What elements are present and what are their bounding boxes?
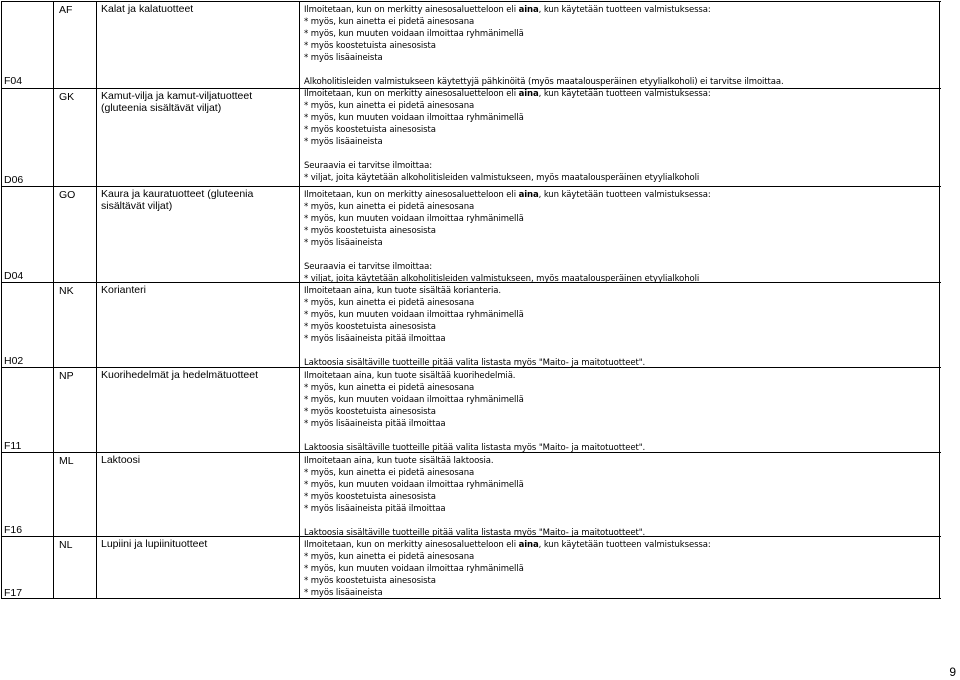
requirement-line: * myös koostetuista ainesosista — [304, 41, 436, 51]
requirement-line: * myös, kun muuten voidaan ilmoittaa ryhmänimellä — [304, 564, 524, 574]
requirement-line: * myös koostetuista ainesosista — [304, 226, 436, 236]
row-group-code: NK — [59, 285, 74, 297]
requirement-line: * myös, kun muuten voidaan ilmoittaa ryhmänimellä — [304, 29, 524, 39]
requirement-line: * myös lisäaineista pitää ilmoittaa — [304, 419, 446, 429]
emphasis-text: aina — [518, 5, 539, 15]
requirement-line: * myös lisäaineista pitää ilmoittaa — [304, 504, 446, 514]
spacer — [304, 430, 938, 442]
row-requirements — [304, 76, 938, 184]
spacer — [304, 148, 938, 160]
requirement-line: * myös lisäaineista — [304, 53, 383, 63]
requirement-line: * myös, kun ainetta ei pidetä ainesosana — [304, 101, 475, 111]
requirement-line: * myös lisäaineista — [304, 588, 383, 598]
row-product-name: Korianteri — [101, 284, 146, 296]
requirement-line: Ilmoitetaan, kun on merkitty ainesosaluetteloon eli aina, kun käytetään tuotteen valmistuksessa: — [304, 89, 711, 99]
requirement-line: Laktoosia sisältäville tuotteille pitää valita listasta myös "Maito- ja maitotuotteet". — [304, 443, 646, 453]
row-requirements — [304, 285, 938, 369]
requirement-line: * myös, kun muuten voidaan ilmoittaa ryhmänimellä — [304, 310, 524, 320]
row-product-name: Kalat ja kalatuotteet — [101, 3, 194, 15]
requirement-line: * myös lisäaineista — [304, 238, 383, 248]
requirement-line: Ilmoitetaan aina, kun tuote sisältää kuorihedelmiä. — [304, 371, 516, 381]
row-requirements — [304, 370, 938, 454]
row-code: F11 — [4, 440, 22, 452]
emphasis-text: aina — [518, 190, 539, 200]
requirement-line: * myös koostetuista ainesosista — [304, 125, 436, 135]
requirement-line: Ilmoitetaan aina, kun tuote sisältää laktoosia. — [304, 456, 494, 466]
table-row — [1, 452, 941, 538]
allergen-table — [1, 1, 941, 599]
emphasis-text: aina — [518, 540, 539, 550]
spacer — [304, 249, 938, 261]
table-row — [1, 282, 941, 369]
requirement-line: Alkoholitisleiden valmistukseen käytettyjä pähkinöitä (myös maatalousperäinen etyylialkoholi) ei tarvitse ilmoittaa. — [304, 77, 784, 87]
spacer — [304, 345, 938, 357]
row-code: F16 — [4, 524, 23, 536]
requirement-line: * myös, kun ainetta ei pidetä ainesosana — [304, 202, 475, 212]
emphasis-text: aina — [518, 89, 539, 99]
row-code: D04 — [4, 270, 24, 282]
row-requirements — [304, 455, 938, 539]
requirement-line: * myös, kun ainetta ei pidetä ainesosana — [304, 17, 475, 27]
row-requirements — [304, 4, 938, 64]
row-group-code: ML — [59, 455, 74, 467]
row-code: F04 — [4, 75, 23, 87]
table-row — [1, 186, 941, 284]
row-code: H02 — [4, 355, 24, 367]
requirement-line: Ilmoitetaan, kun on merkitty ainesosaluetteloon eli aina, kun käytetään tuotteen valmistuksessa: — [304, 5, 711, 15]
page-number: 9 — [949, 665, 956, 679]
requirement-line: * myös lisäaineista pitää ilmoittaa — [304, 334, 446, 344]
row-group-code: NL — [59, 539, 73, 551]
requirement-line: * myös koostetuista ainesosista — [304, 407, 436, 417]
row-group-code: AF — [59, 4, 73, 16]
row-requirements — [304, 539, 938, 599]
row-group-code: GO — [59, 189, 76, 201]
requirement-line: * myös, kun ainetta ei pidetä ainesosana — [304, 468, 475, 478]
requirement-line: Seuraavia ei tarvitse ilmoittaa: — [304, 161, 432, 171]
requirement-line: * myös lisäaineista — [304, 137, 383, 147]
requirement-line: Ilmoitetaan aina, kun tuote sisältää korianteria. — [304, 286, 501, 296]
row-code: F17 — [4, 587, 23, 599]
table-row — [1, 367, 941, 454]
table-row — [1, 536, 941, 601]
row-product-name: Kaura ja kauratuotteet (gluteenia sisältävät viljat) — [101, 188, 254, 212]
row-product-name: Kuorihedelmät ja hedelmätuotteet — [101, 369, 259, 381]
requirement-line: * myös, kun muuten voidaan ilmoittaa ryhmänimellä — [304, 395, 524, 405]
requirement-line: * myös, kun muuten voidaan ilmoittaa ryhmänimellä — [304, 214, 524, 224]
requirement-line: * myös, kun ainetta ei pidetä ainesosana — [304, 383, 475, 393]
requirement-line: * myös koostetuista ainesosista — [304, 322, 436, 332]
row-product-name: Kamut-vilja ja kamut-viljatuotteet (gluteenia sisältävät viljat) — [101, 90, 253, 114]
row-product-name: Lupiini ja lupiinituotteet — [101, 538, 208, 550]
row-group-code: NP — [59, 370, 74, 382]
row-requirements — [304, 189, 938, 285]
requirement-line: * viljat, joita käytetään alkoholitisleiden valmistukseen, myös maatalousperäinen etyylialkoholi — [304, 274, 700, 284]
requirement-line: * myös, kun ainetta ei pidetä ainesosana — [304, 552, 475, 562]
requirement-line: * myös, kun muuten voidaan ilmoittaa ryhmänimellä — [304, 113, 524, 123]
requirement-line: * myös koostetuista ainesosista — [304, 576, 436, 586]
requirement-line: Ilmoitetaan, kun on merkitty ainesosaluetteloon eli aina, kun käytetään tuotteen valmistuksessa: — [304, 190, 711, 200]
requirement-line: Ilmoitetaan, kun on merkitty ainesosaluetteloon eli aina, kun käytetään tuotteen valmistuksessa: — [304, 540, 711, 550]
requirement-line: Laktoosia sisältäville tuotteille pitää valita listasta myös "Maito- ja maitotuotteet". — [304, 528, 646, 538]
requirement-line: * viljat, joita käytetään alkoholitisleiden valmistukseen, myös maatalousperäinen etyylialkoholi — [304, 173, 700, 183]
row-code: D06 — [4, 174, 24, 186]
row-product-name: Laktoosi — [101, 454, 141, 466]
requirement-line: * myös, kun muuten voidaan ilmoittaa ryhmänimellä — [304, 480, 524, 490]
requirement-line: * myös, kun ainetta ei pidetä ainesosana — [304, 298, 475, 308]
row-group-code: GK — [59, 91, 75, 103]
requirement-line: Laktoosia sisältäville tuotteille pitää valita listasta myös "Maito- ja maitotuotteet". — [304, 358, 646, 368]
requirement-line: * myös koostetuista ainesosista — [304, 492, 436, 502]
spacer — [304, 515, 938, 527]
requirement-line: Seuraavia ei tarvitse ilmoittaa: — [304, 262, 432, 272]
